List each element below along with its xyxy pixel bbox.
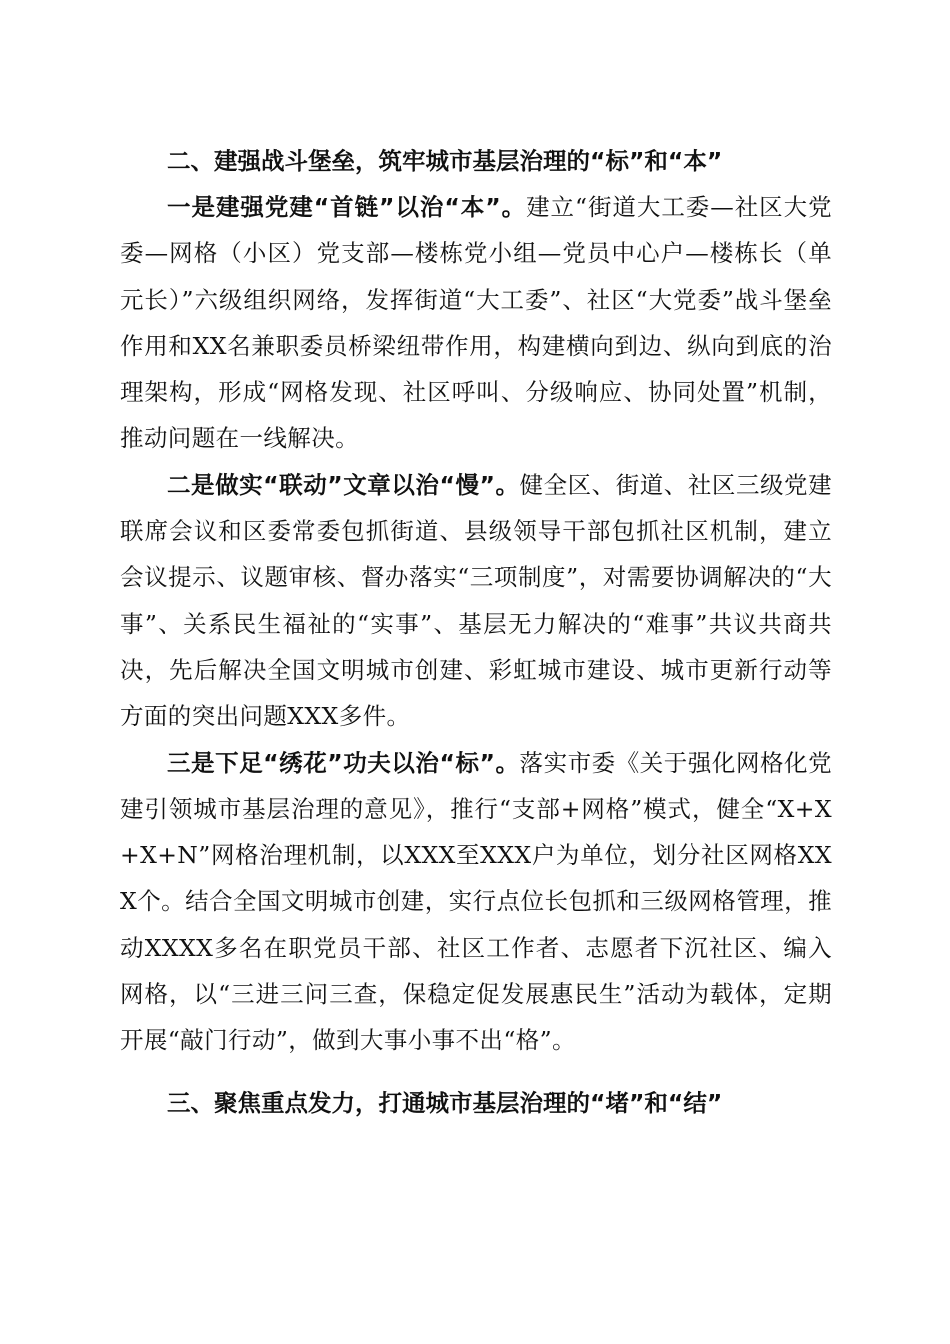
paragraph-2-body: 健全区、街道、社区三级党建联席会议和区委常委包抓街道、县级领导干部包抓社区机制，建立会议提示、议题审核、督办落实“三项制度”，对需要协调解决的“大事”、关系民生福祉的“实事”、基层无力解决的“难事”共议共商共决，先后解决全国文明城市创建、彩虹城市建设、城市更新行动等方面的突出问题XXX多件。 bbox=[120, 470, 832, 731]
paragraph-1-lead: 一是建强党建“首链”以治“本”。 bbox=[167, 193, 527, 221]
paragraph-3-body: 落实市委《关于强化网格化党建引领城市基层治理的意见》，推行“支部+网格”模式，健全“X+X+X+N”网格治理机制，以XXX至XXX户为单位，划分社区网格XXX个。结合全国文明城市创建，实行点位长包抓和三级网格管理，推动XXXX多名在职党员干部、社区工作者、志愿者下沉社区、编入网格，以“三进三问三查，保稳定促发展惠民生”活动为载体，定期开展“敲门行动”，做到大事小事不出“格”。 bbox=[120, 748, 832, 1055]
paragraph-2-lead: 二是做实“联动”文章以治“慢”。 bbox=[167, 470, 520, 499]
section-3-heading: 三、聚焦重点发力，打通城市基层治理的“堵”和“结” bbox=[167, 1089, 723, 1117]
paragraph-3-lead: 三是下足“绣花”功夫以治“标”。 bbox=[167, 748, 520, 777]
paragraph-1 bbox=[120, 184, 832, 462]
section-2-heading: 二、建强战斗堡垒，筑牢城市基层治理的“标”和“本” bbox=[167, 147, 723, 175]
paragraph-2 bbox=[120, 462, 832, 740]
paragraph-3 bbox=[120, 740, 832, 1064]
paragraph-1-body: 建立“街道大工委—社区大党委—网格（小区）党支部—楼栋党小组—党员中心户—楼栋长（单元长）”六级组织网络，发挥街道“大工委”、社区“大党委”战斗堡垒作用和XX名兼职委员桥梁纽带作用，构建横向到边、纵向到底的治理架构，形成“网格发现、社区呼叫、分级响应、协同处置”机制，推动问题在一线解决。 bbox=[120, 193, 832, 453]
document-body bbox=[120, 138, 832, 1064]
